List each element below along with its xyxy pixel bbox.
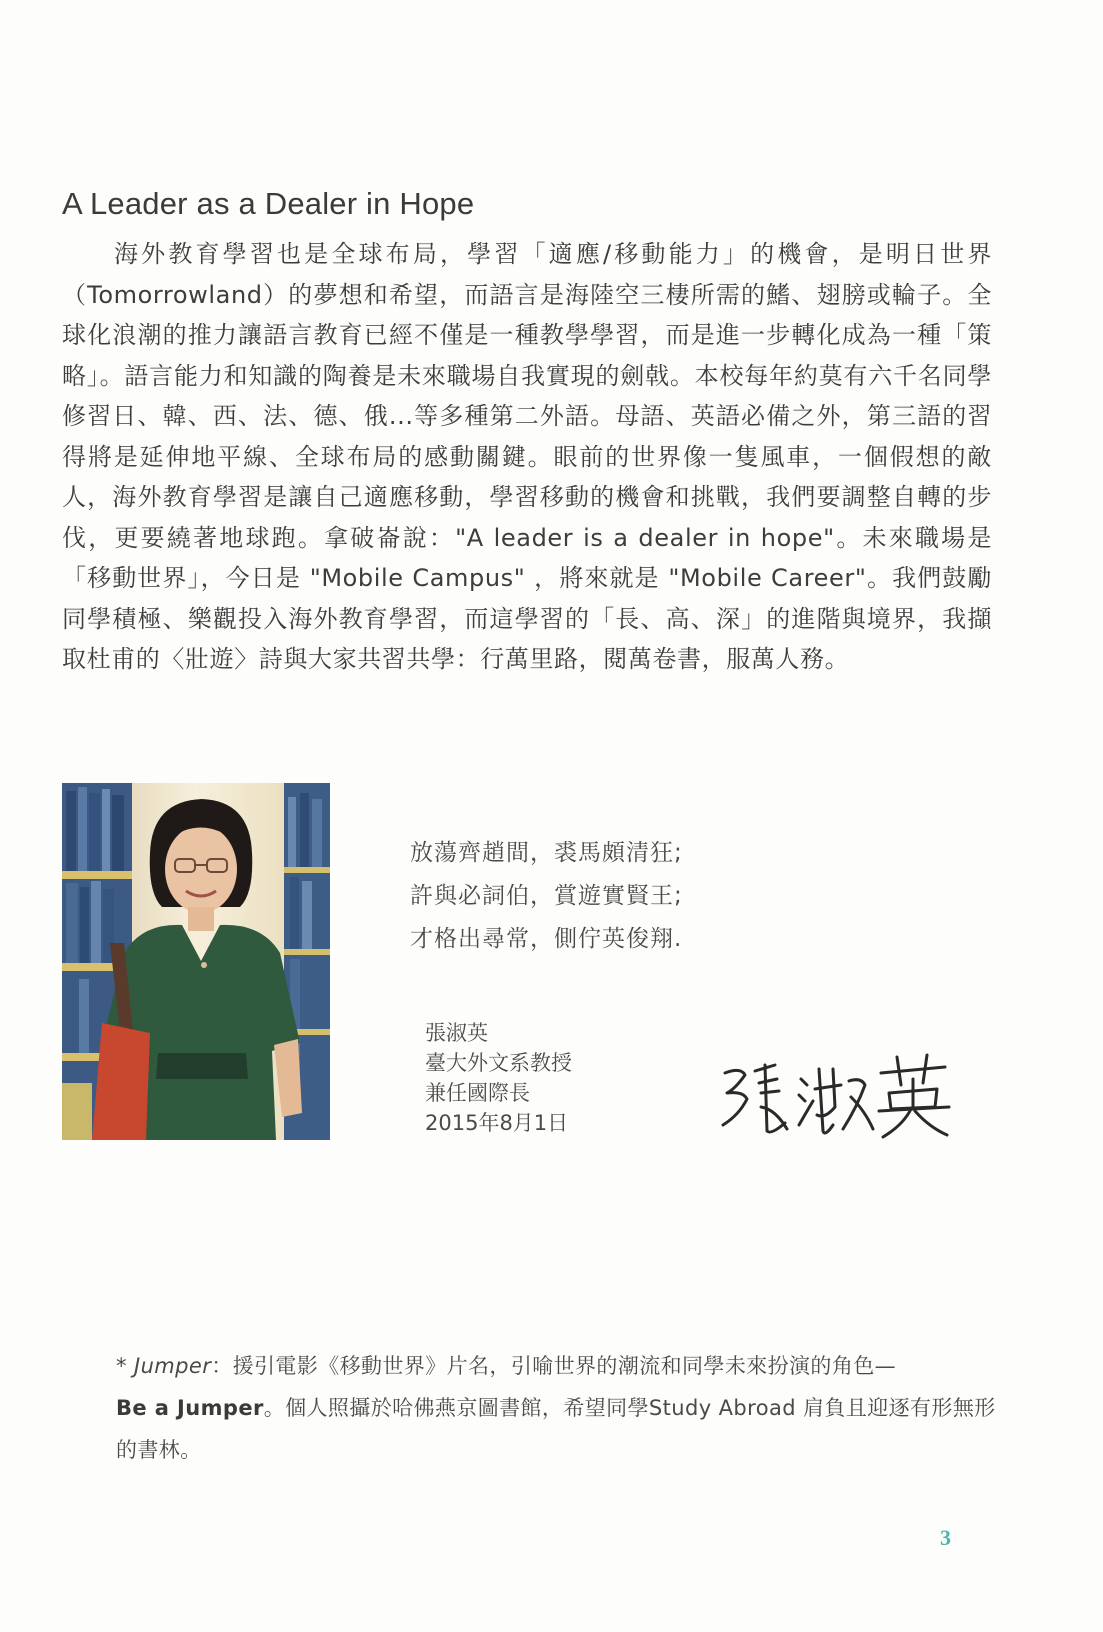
footnote-text-2: 。個人照攝於哈佛燕京圖書館，希望同學Study Abroad 肩負且迎逐有形無形的書林。: [116, 1396, 996, 1462]
library-portrait-image: [62, 783, 330, 1140]
author-name: 張淑英: [425, 1021, 488, 1045]
poem: [410, 832, 683, 961]
footnote-prefix: *: [116, 1354, 134, 1378]
footnote: [116, 1345, 996, 1471]
signature-date: 2015年8月1日: [425, 1111, 569, 1135]
handwritten-signature: [715, 1045, 955, 1145]
author-title: 臺大外文系教授: [425, 1051, 572, 1075]
author-photo: [62, 783, 330, 1140]
poem-line: 許與必詞伯，賞遊實賢王;: [410, 883, 683, 909]
page-number: 3: [940, 1525, 951, 1550]
author-role: 兼任國際長: [425, 1081, 530, 1105]
article-heading: A Leader as a Dealer in Hope: [62, 186, 475, 221]
footnote-term: Jumper: [133, 1354, 212, 1378]
footnote-text-1: ：援引電影《移動世界》片名，引喻世界的潮流和同學未來扮演的角色—: [211, 1354, 897, 1378]
footnote-bold: Be a Jumper: [116, 1396, 264, 1420]
poem-line: 才格出尋常，側佇英俊翔.: [410, 926, 683, 952]
body-paragraph: 海外教育學習也是全球布局，學習「適應/移動能力」的機會，是明日世界（Tomorrowland）的夢想和希望，而語言是海陸空三棲所需的鰭、翅膀或輪子。全球化浪潮的推力讓語言教育已經不僅是一種教學學習，而是進一步轉化成為一種「策略」。語言能力和知識的陶養是未來職場自我實現的劍戟。本校每年約莫有六千名同學修習日、韓、西、法、德、俄...等多種第二外語。母語、英語必備之外，第三語的習得將是延伸地平線、全球布局的感動關鍵。眼前的世界像一隻風車，一個假想的敵人，海外教育學習是讓自己適應移動，學習移動的機會和挑戰，我們要調整自轉的步伐，更要繞著地球跑。拿破崙說："A leader is a dealer in hope"。未來職場是「移動世界」，今日是 "Mobile Campus" ，將來就是 "Mobile Career"。我們鼓勵同學積極、樂觀投入海外教育學習，而這學習的「長、高、深」的進階與境界，我擷取杜甫的〈壯遊〉詩與大家共習共學：行萬里路，閱萬卷書，服萬人務。: [62, 240, 992, 673]
poem-line: 放蕩齊趙間，裘馬頗清狂;: [410, 840, 683, 866]
author-signature-block: [425, 1018, 572, 1138]
